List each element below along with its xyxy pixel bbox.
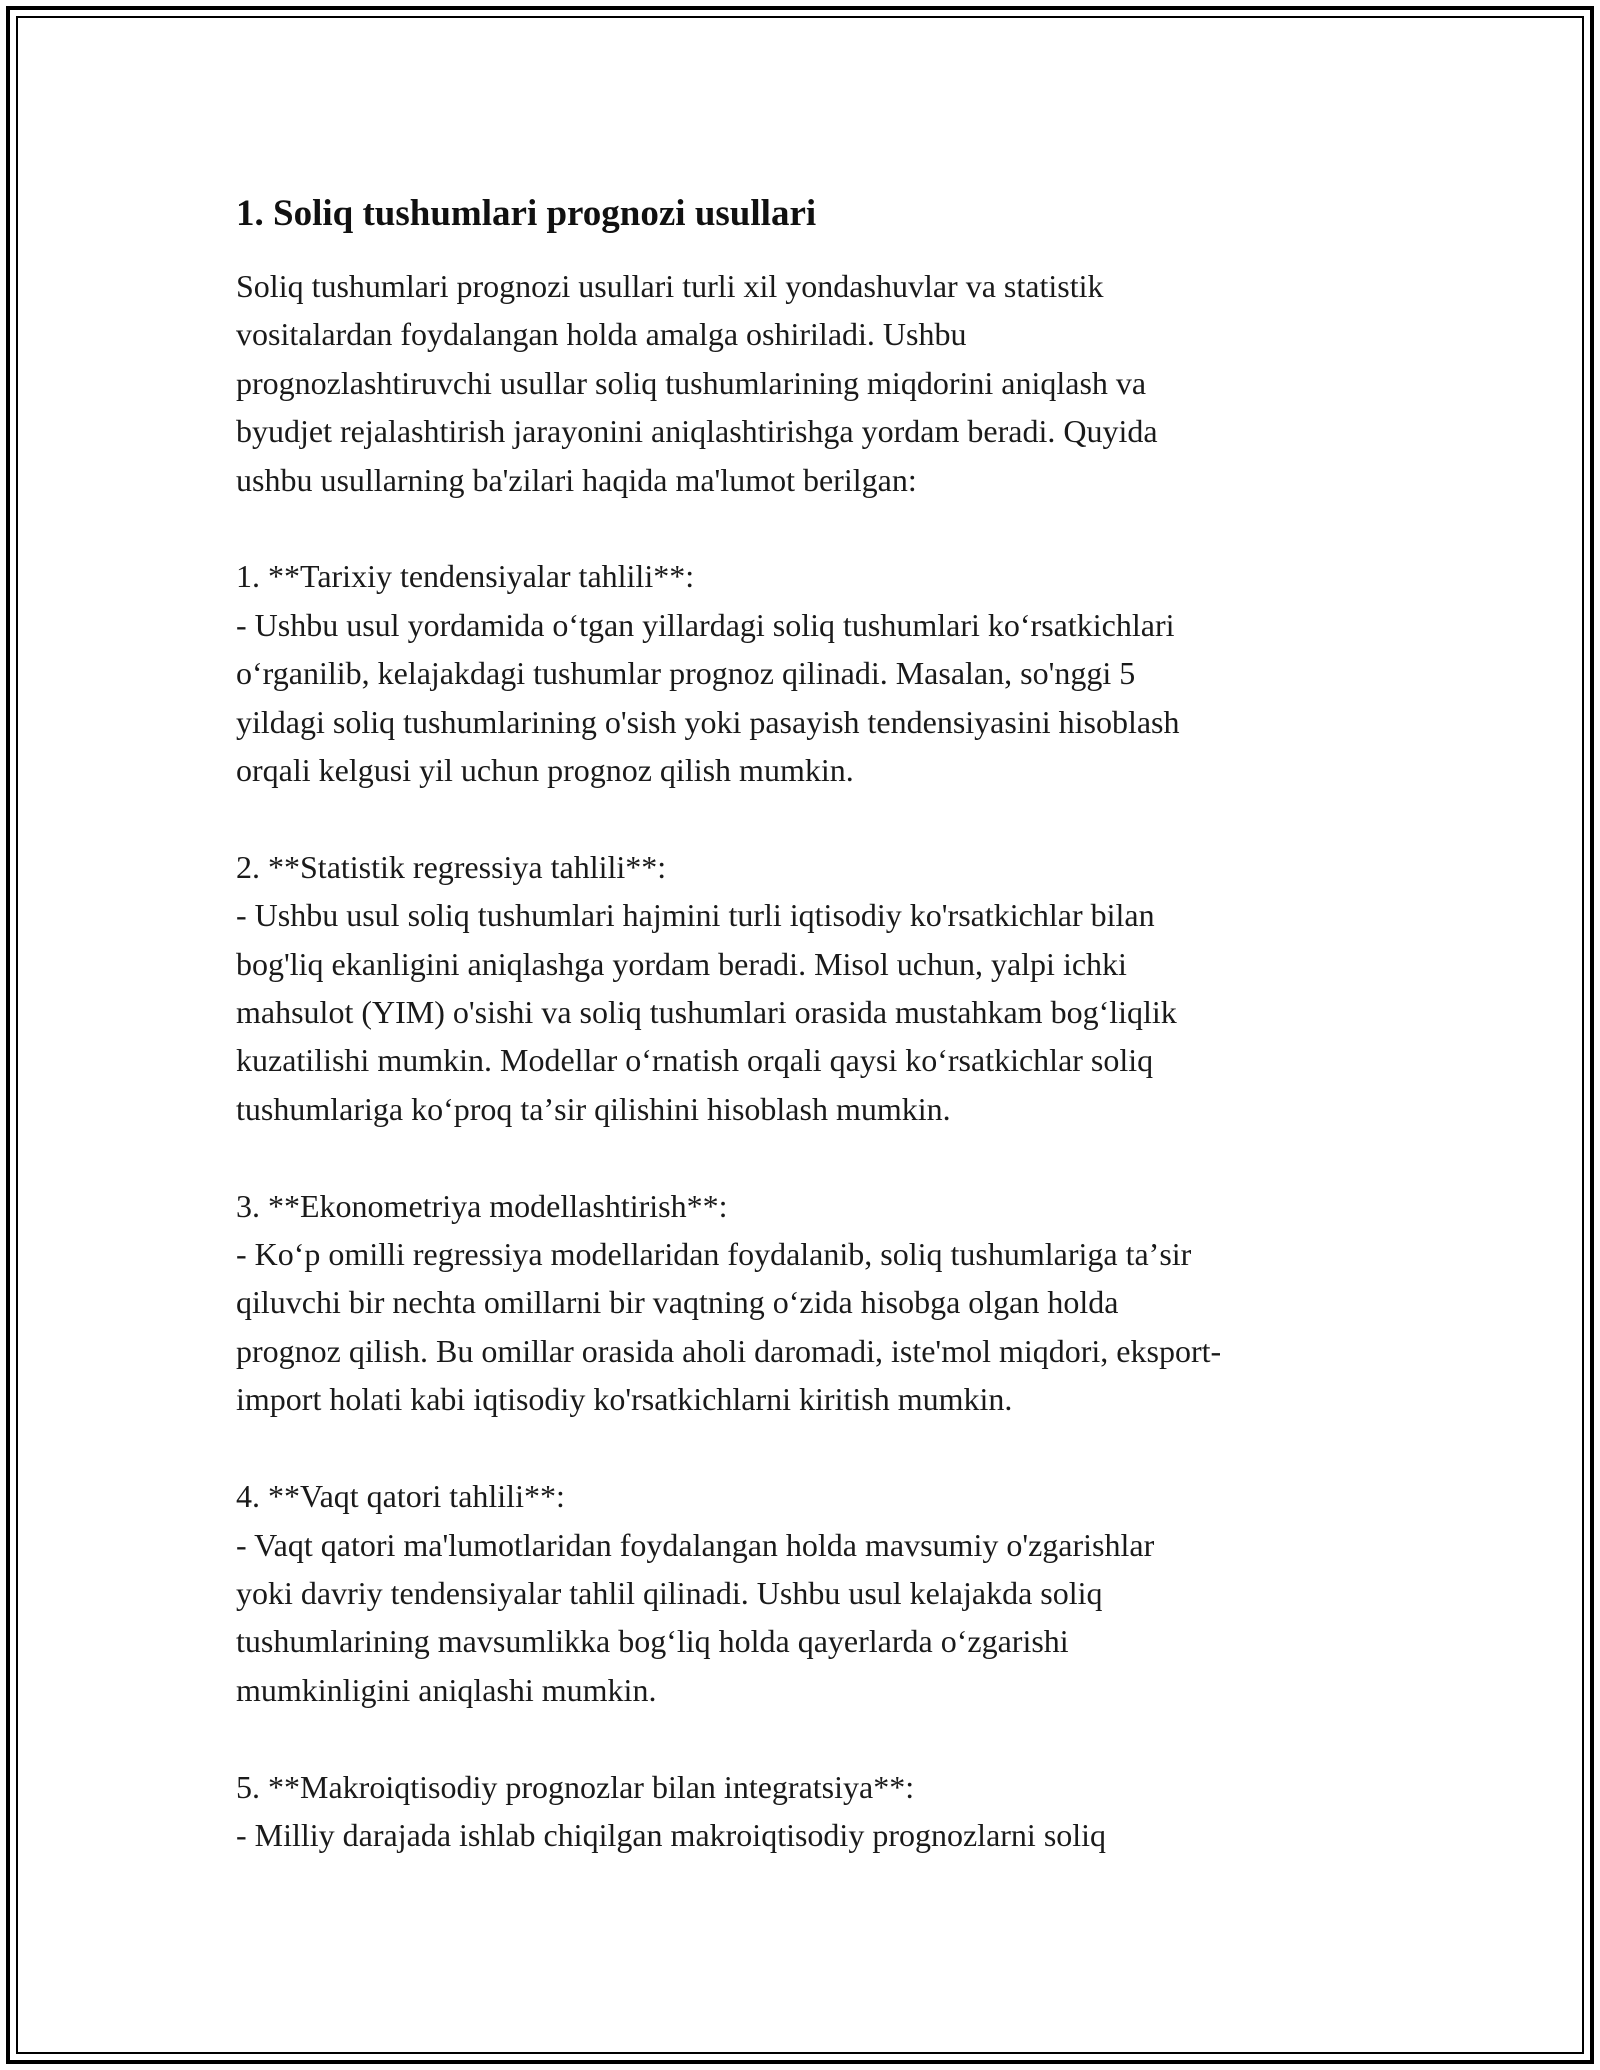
paragraph-gap <box>236 1714 1376 1762</box>
paragraph-gap <box>236 1424 1376 1472</box>
intro-paragraph: Soliq tushumlari prognozi usullari turli xil yondashuvlar va statistik vositalardan foydalangan holda amalga oshiriladi. Ushbu prognozlashtiruvchi usullar soliq tushumlarining miqdorini aniqlash va byudjet rejalashtirish jarayonini aniqlashtirishga yordam beradi. Quyida ushbu usullarning ba'zilari haqida ma'lumot berilgan: <box>236 268 1158 498</box>
method-1-body: - Ushbu usul yordamida oʻtgan yillardagi soliq tushumlari koʻrsatkichlari oʻrganilib, kelajakdagi tushumlar prognoz qilinadi. Masalan, so'nggi 5 yildagi soliq tushumlarining o'sish yoki pasayish tendensiyasini hisoblash orqali kelgusi yil uchun prognoz qilish mumkin. <box>236 606 1180 789</box>
method-5-body: - Milliy darajada ishlab chiqilgan makroiqtisodiy prognozlarni soliq <box>236 1816 1107 1853</box>
paragraph-gap <box>236 794 1376 842</box>
method-4-body: - Vaqt qatori ma'lumotlaridan foydalangan holda mavsumiy o'zgarishlar yoki davriy tendensiyalar tahlil qilinadi. Ushbu usul kelajakda soliq tushumlarining mavsumlikka bogʻliq holda qayerlarda oʻzgarishi mumkinligini aniqlashi mumkin. <box>236 1526 1155 1708</box>
page-title: 1. Soliq tushumlari prognozi usullari <box>236 193 817 234</box>
method-3-body: - Koʻp omilli regressiya modellaridan foydalanib, soliq tushumlariga taʼsir qiluvchi bir nechta omillarni bir vaqtning oʻzida hisobga olgan holda prognoz qilish. Bu omillar orasida aholi daromadi, iste'mol miqdori, eksport- import holati kabi iqtisodiy ko'rsatkichlarni kiritish mumkin. <box>236 1236 1222 1418</box>
paragraph-gap <box>236 504 1376 552</box>
method-2-heading: 2. **Statistik regressiya tahlili**: <box>236 848 667 885</box>
method-5-heading: 5. **Makroiqtisodiy prognozlar bilan integratsiya**: <box>236 1768 915 1805</box>
document-content <box>236 190 1376 1859</box>
method-1-heading: 1. **Tarixiy tendensiyalar tahlili**: <box>236 558 695 595</box>
paragraph-gap <box>236 1133 1376 1181</box>
method-3-heading: 3. **Ekonometriya modellashtirish**: <box>236 1187 728 1224</box>
method-4-heading: 4. **Vaqt qatori tahlili**: <box>236 1478 565 1515</box>
method-2-body: - Ushbu usul soliq tushumlari hajmini turli iqtisodiy ko'rsatkichlar bilan bog'liq ekanligini aniqlashga yordam beradi. Misol uchun, yalpi ichki mahsulot (YIM) o'sishi va soliq tushumlari orasida mustahkam bogʻliqlik kuzatilishi mumkin. Modellar oʻrnatish orqali qaysi koʻrsatkichlar soliq tushumlariga koʻproq taʼsir qilishini hisoblash mumkin. <box>236 897 1177 1127</box>
